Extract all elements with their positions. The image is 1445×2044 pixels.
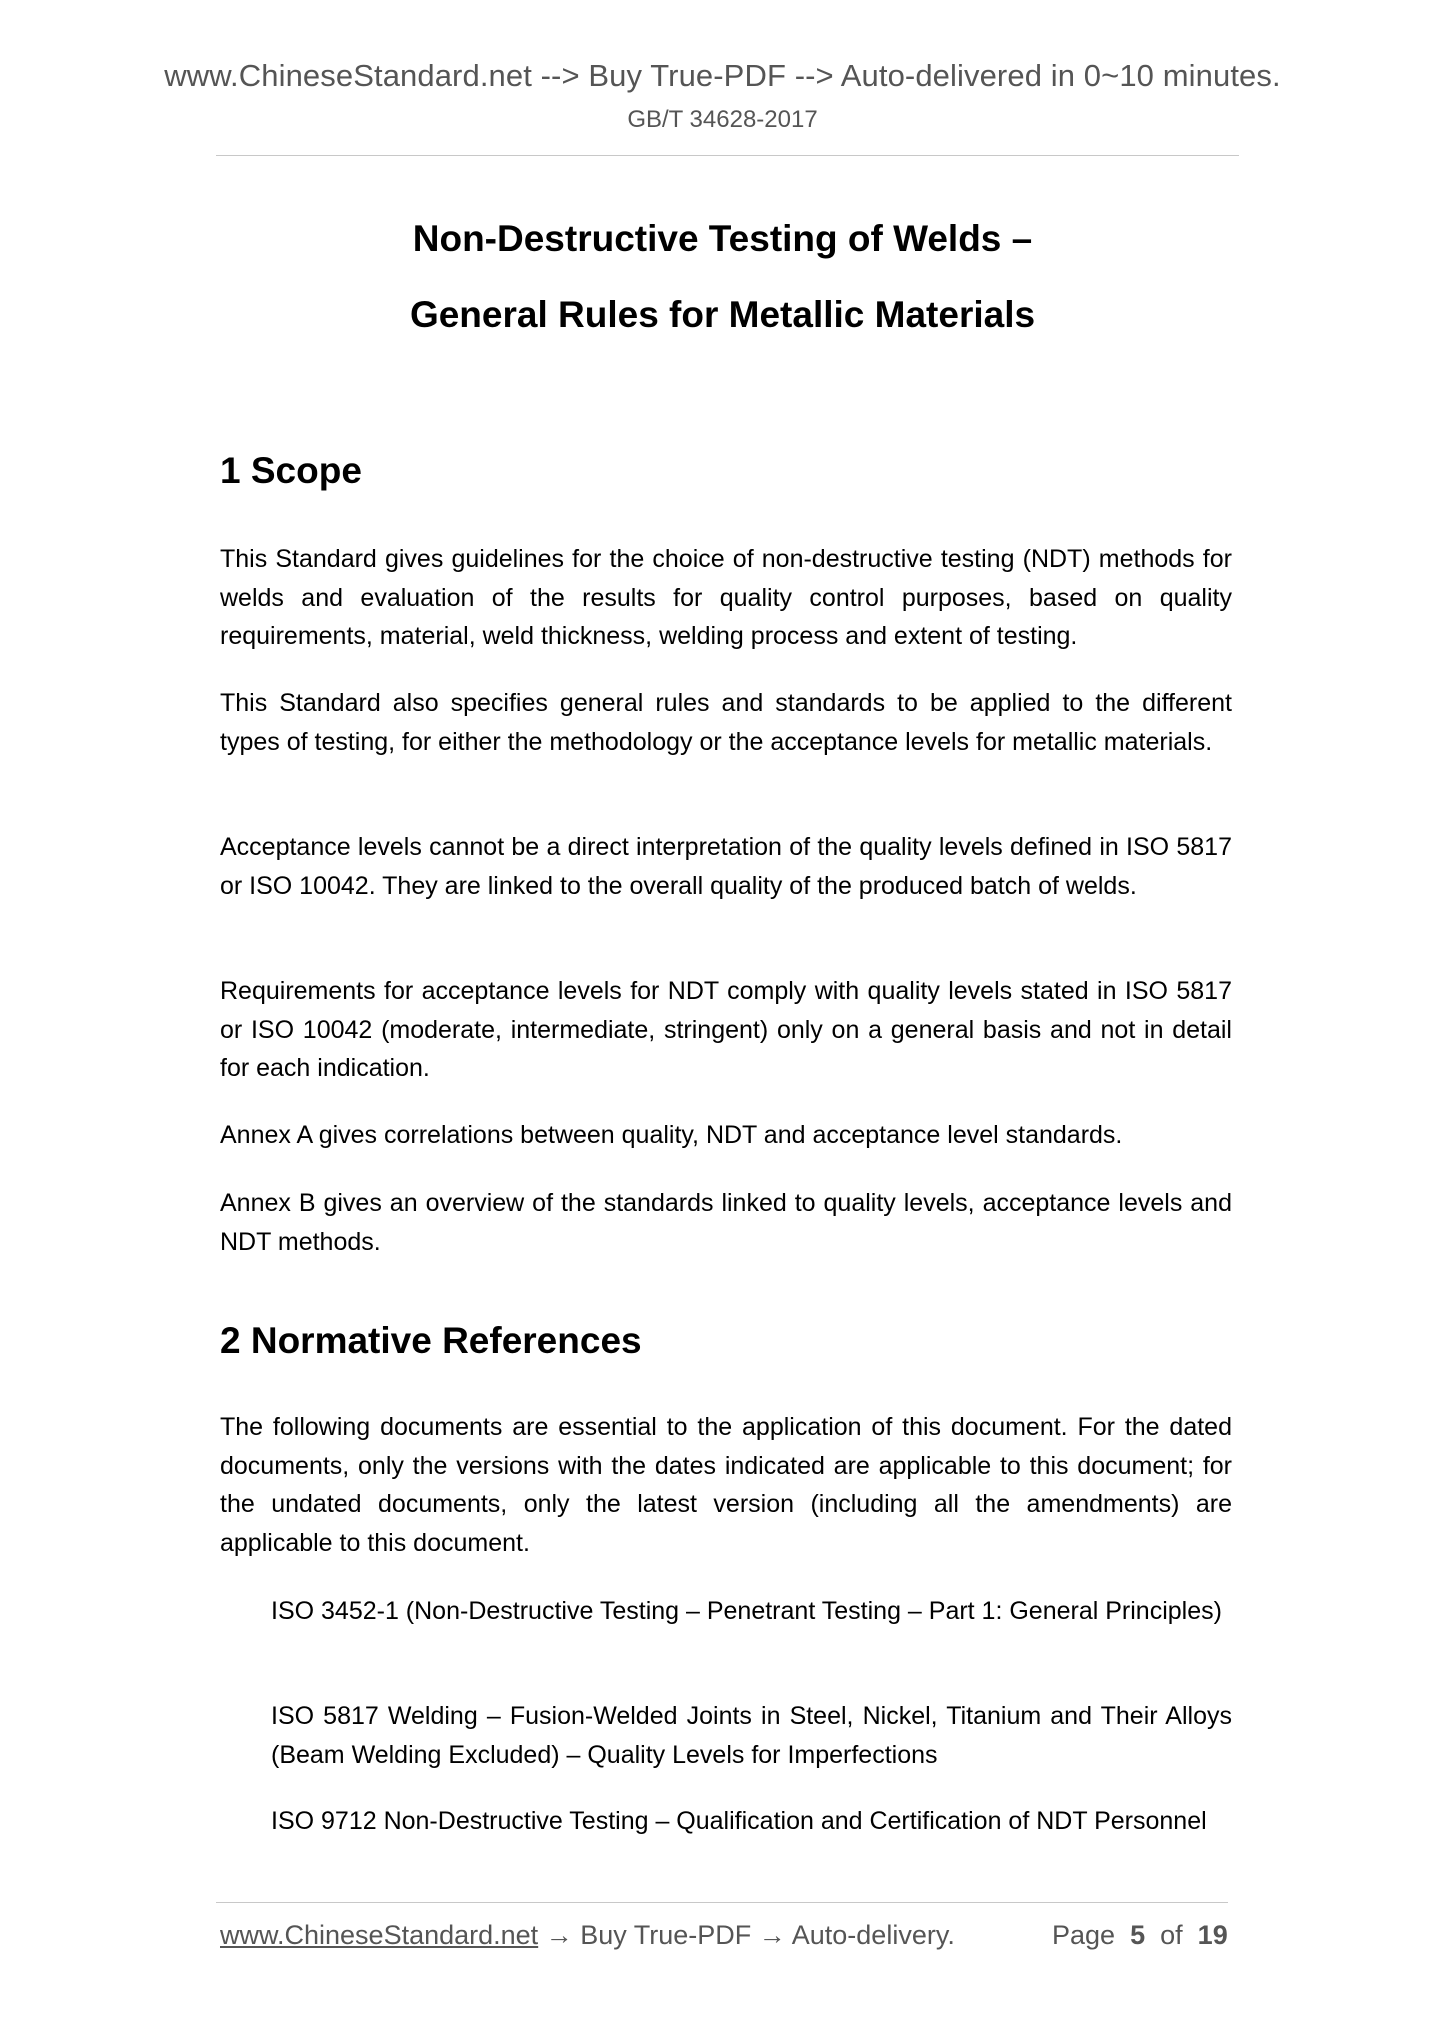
section-heading-scope: 1 Scope — [220, 450, 362, 491]
header-banner: www.ChineseStandard.net --> Buy True-PDF --> Auto-delivered in 0~10 minutes. — [164, 58, 1281, 93]
arrow-right-icon: → — [545, 1920, 573, 1950]
footer-buy-text: Buy True-PDF — [572, 1920, 759, 1950]
footer-delivery-text: Auto-delivery. — [785, 1920, 955, 1950]
header-doc-id: GB/T 34628-2017 — [627, 106, 818, 133]
reference-item: ISO 3452-1 (Non-Destructive Testing – Penetrant Testing – Part 1: General Principles) — [271, 1597, 1222, 1625]
arrow-right-icon: → — [758, 1920, 786, 1950]
footer-divider — [216, 1902, 1228, 1903]
normative-intro-paragraph: The following documents are essential to the application of this document. For the dated documents, only the versions with the dates indicated are applicable to this document; for the undated documents, only the latest version (including all the amendments) are applicable to this document. — [220, 1413, 1232, 1557]
document-title-line-1: Non-Destructive Testing of Welds – — [412, 218, 1033, 259]
section-heading-normative-references: 2 Normative References — [220, 1320, 642, 1361]
reference-item: ISO 9712 Non-Destructive Testing – Qualification and Certification of NDT Personnel — [271, 1807, 1207, 1835]
scope-paragraph: This Standard also specifies general rules and standards to be applied to the different types of testing, for either the methodology or the acceptance levels for metallic materials. — [220, 689, 1232, 756]
page-number — [1052, 1920, 1228, 1951]
scope-paragraph: Annex B gives an overview of the standards linked to quality levels, acceptance levels and NDT methods. — [220, 1189, 1232, 1256]
page-current: 5 — [1130, 1920, 1146, 1950]
footer-site-link[interactable]: www.ChineseStandard.net — [220, 1920, 539, 1950]
scope-paragraph: This Standard gives guidelines for the choice of non-destructive testing (NDT) methods for welds and evaluation of the results for quality control purposes, based on quality requirements, material, weld thickness, welding process and extent of testing. — [220, 545, 1232, 650]
scope-paragraph: Acceptance levels cannot be a direct interpretation of the quality levels defined in ISO 5817 or ISO 10042. They are linked to the overall quality of the produced batch of welds. — [220, 833, 1232, 900]
page-label: Page — [1052, 1920, 1116, 1950]
page-of-label: of — [1160, 1920, 1183, 1950]
header-divider — [216, 155, 1239, 156]
page-total: 19 — [1197, 1920, 1228, 1950]
reference-item: ISO 5817 Welding – Fusion-Welded Joints in Steel, Nickel, Titanium and Their Alloys (Beam Welding Excluded) – Quality Levels for Imperfections — [271, 1702, 1232, 1769]
footer-promo — [220, 1920, 955, 1951]
scope-paragraph: Requirements for acceptance levels for NDT comply with quality levels stated in ISO 5817 or ISO 10042 (moderate, intermediate, stringent) only on a general basis and not in detail for each indication. — [220, 977, 1232, 1082]
document-title-line-2: General Rules for Metallic Materials — [409, 294, 1036, 335]
scope-paragraph: Annex A gives correlations between quality, NDT and acceptance level standards. — [220, 1121, 1123, 1149]
